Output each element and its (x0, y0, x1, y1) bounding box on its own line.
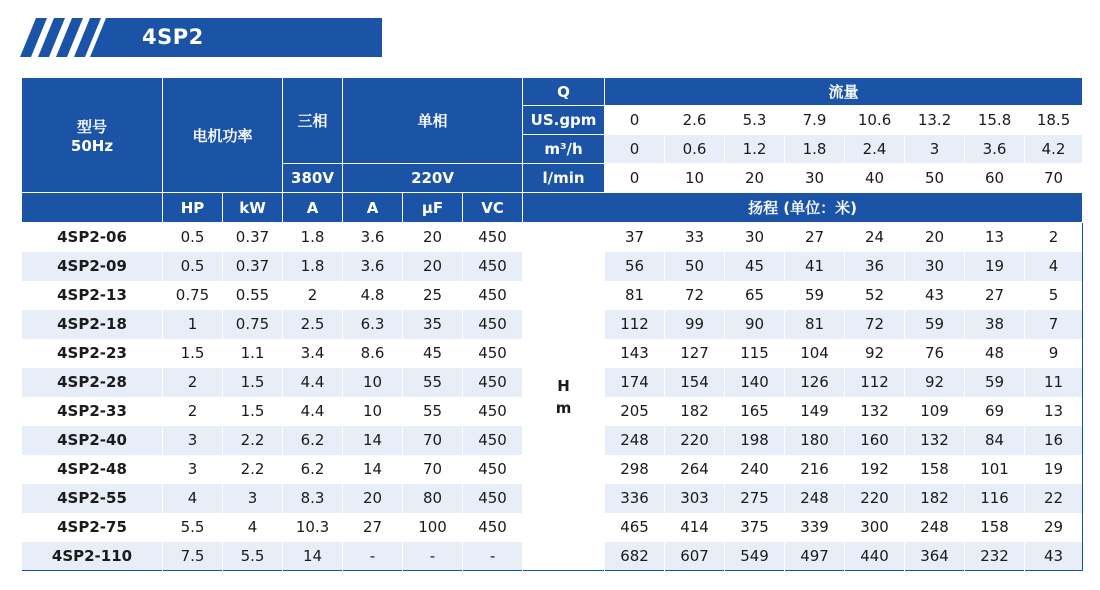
three-phase-header: 三相 (283, 78, 343, 164)
hp-cell: 2 (163, 397, 223, 426)
flow-lmin-cell: 30 (785, 164, 845, 193)
model-cell: 4SP2-28 (22, 368, 163, 397)
capacitance-cell: - (403, 542, 463, 571)
flow-m3h-cell: 0 (605, 135, 665, 164)
flow-lmin-cell: 20 (725, 164, 785, 193)
kw-cell: 4 (223, 513, 283, 542)
head-value-cell: 13 (965, 223, 1025, 252)
flow-m3h-cell: 3.6 (965, 135, 1025, 164)
subheader-capacitance: μF (403, 193, 463, 223)
head-value-cell: 5 (1025, 281, 1083, 310)
amps-three-cell: 4.4 (283, 397, 343, 426)
hp-cell: 0.5 (163, 223, 223, 252)
head-value-cell: 16 (1025, 426, 1083, 455)
model-cell: 4SP2-55 (22, 484, 163, 513)
head-value-cell: 339 (785, 513, 845, 542)
subheader-amps-three: A (283, 193, 343, 223)
capacitor-voltage-cell: 450 (463, 397, 523, 426)
flow-usgpm-cell: 18.5 (1025, 106, 1083, 135)
model-cell: 4SP2-40 (22, 426, 163, 455)
subheader-capacitor-voltage: VC (463, 193, 523, 223)
flow-m3h-cell: 0.6 (665, 135, 725, 164)
head-value-cell: 81 (605, 281, 665, 310)
model-cell: 4SP2-06 (22, 223, 163, 252)
amps-single-cell: 4.8 (343, 281, 403, 310)
head-value-cell: 248 (905, 513, 965, 542)
flow-m3h-cell: 1.8 (785, 135, 845, 164)
head-value-cell: 303 (665, 484, 725, 513)
head-value-cell: 36 (845, 252, 905, 281)
head-value-cell: 33 (665, 223, 725, 252)
head-value-cell: 364 (905, 542, 965, 571)
head-value-cell: 248 (605, 426, 665, 455)
head-value-cell: 220 (665, 426, 725, 455)
head-value-cell: 59 (785, 281, 845, 310)
kw-cell: 1.5 (223, 368, 283, 397)
capacitor-voltage-cell: 450 (463, 281, 523, 310)
head-value-cell: 19 (965, 252, 1025, 281)
head-value-cell: 440 (845, 542, 905, 571)
capacitor-voltage-cell: 450 (463, 310, 523, 339)
model-cell: 4SP2-23 (22, 339, 163, 368)
head-value-cell: 52 (845, 281, 905, 310)
head-value-cell: 158 (905, 455, 965, 484)
capacitance-cell: 70 (403, 455, 463, 484)
capacitance-cell: 55 (403, 397, 463, 426)
head-value-cell: 198 (725, 426, 785, 455)
hp-cell: 3 (163, 455, 223, 484)
head-value-cell: 607 (665, 542, 725, 571)
capacitor-voltage-cell: - (463, 542, 523, 571)
head-value-cell: 126 (785, 368, 845, 397)
head-value-cell: 104 (785, 339, 845, 368)
head-value-cell: 182 (665, 397, 725, 426)
unit-lmin: l/min (523, 164, 605, 193)
freq-label: 50Hz (70, 136, 114, 155)
amps-three-cell: 6.2 (283, 426, 343, 455)
amps-three-cell: 8.3 (283, 484, 343, 513)
head-value-cell: 192 (845, 455, 905, 484)
amps-single-cell: 14 (343, 426, 403, 455)
head-value-cell: 248 (785, 484, 845, 513)
flow-header: 流量 (605, 78, 1083, 106)
head-value-cell: 127 (665, 339, 725, 368)
hp-cell: 1 (163, 310, 223, 339)
kw-cell: 0.37 (223, 252, 283, 281)
single-phase-header: 单相 (343, 78, 523, 164)
flow-lmin-cell: 10 (665, 164, 725, 193)
head-value-cell: 59 (905, 310, 965, 339)
head-value-cell: 149 (785, 397, 845, 426)
head-value-cell: 465 (605, 513, 665, 542)
head-value-cell: 101 (965, 455, 1025, 484)
voltage-three-label: 380V (283, 164, 343, 193)
amps-single-cell: 6.3 (343, 310, 403, 339)
voltage-single-label: 220V (343, 164, 523, 193)
flow-lmin-cell: 50 (905, 164, 965, 193)
h-label: H (557, 376, 570, 395)
head-value-cell: 56 (605, 252, 665, 281)
amps-three-cell: 1.8 (283, 252, 343, 281)
model-cell: 4SP2-110 (22, 542, 163, 571)
flow-m3h-cell: 3 (905, 135, 965, 164)
capacitance-cell: 20 (403, 223, 463, 252)
amps-single-cell: - (343, 542, 403, 571)
kw-cell: 2.2 (223, 426, 283, 455)
head-value-cell: 264 (665, 455, 725, 484)
amps-three-cell: 14 (283, 542, 343, 571)
hp-cell: 4 (163, 484, 223, 513)
capacitor-voltage-cell: 450 (463, 455, 523, 484)
head-value-cell: 240 (725, 455, 785, 484)
hp-cell: 5.5 (163, 513, 223, 542)
head-value-cell: 143 (605, 339, 665, 368)
flow-usgpm-cell: 7.9 (785, 106, 845, 135)
head-value-cell: 414 (665, 513, 725, 542)
amps-three-cell: 4.4 (283, 368, 343, 397)
head-value-cell: 232 (965, 542, 1025, 571)
head-value-cell: 30 (725, 223, 785, 252)
head-value-cell: 375 (725, 513, 785, 542)
head-value-cell: 216 (785, 455, 845, 484)
head-value-cell: 112 (845, 368, 905, 397)
head-value-cell: 65 (725, 281, 785, 310)
flow-lmin-cell: 40 (845, 164, 905, 193)
amps-single-cell: 10 (343, 397, 403, 426)
unit-usgpm: US.gpm (523, 106, 605, 135)
flow-usgpm-cell: 2.6 (665, 106, 725, 135)
head-value-cell: 90 (725, 310, 785, 339)
amps-single-cell: 14 (343, 455, 403, 484)
kw-cell: 0.37 (223, 223, 283, 252)
amps-three-cell: 6.2 (283, 455, 343, 484)
head-value-cell: 298 (605, 455, 665, 484)
capacitor-voltage-cell: 450 (463, 484, 523, 513)
head-value-cell: 27 (785, 223, 845, 252)
head-value-cell: 220 (845, 484, 905, 513)
amps-single-cell: 8.6 (343, 339, 403, 368)
amps-three-cell: 1.8 (283, 223, 343, 252)
head-value-cell: 116 (965, 484, 1025, 513)
capacitor-voltage-cell: 450 (463, 368, 523, 397)
head-value-cell: 132 (845, 397, 905, 426)
model-cell: 4SP2-48 (22, 455, 163, 484)
amps-three-cell: 10.3 (283, 513, 343, 542)
model-cell: 4SP2-33 (22, 397, 163, 426)
flow-lmin-cell: 60 (965, 164, 1025, 193)
model-cell: 4SP2-09 (22, 252, 163, 281)
head-value-cell: 275 (725, 484, 785, 513)
head-value-cell: 41 (785, 252, 845, 281)
m-label: m (555, 398, 572, 417)
head-value-cell: 50 (665, 252, 725, 281)
capacitance-cell: 45 (403, 339, 463, 368)
head-value-cell: 69 (965, 397, 1025, 426)
capacitance-cell: 100 (403, 513, 463, 542)
subheader-kw: kW (223, 193, 283, 223)
head-value-cell: 72 (845, 310, 905, 339)
kw-cell: 3 (223, 484, 283, 513)
head-value-cell: 174 (605, 368, 665, 397)
table-row (22, 223, 1083, 252)
head-value-cell: 112 (605, 310, 665, 339)
kw-cell: 1.5 (223, 397, 283, 426)
head-value-cell: 109 (905, 397, 965, 426)
hp-cell: 1.5 (163, 339, 223, 368)
head-value-cell: 497 (785, 542, 845, 571)
head-value-cell: 2 (1025, 223, 1083, 252)
head-value-cell: 180 (785, 426, 845, 455)
head-value-cell: 132 (905, 426, 965, 455)
kw-cell: 1.1 (223, 339, 283, 368)
head-value-cell: 99 (665, 310, 725, 339)
head-value-cell: 30 (905, 252, 965, 281)
title-banner (20, 18, 382, 57)
head-value-cell: 13 (1025, 397, 1083, 426)
head-value-cell: 19 (1025, 455, 1083, 484)
head-value-cell: 549 (725, 542, 785, 571)
head-value-cell: 336 (605, 484, 665, 513)
amps-three-cell: 2 (283, 281, 343, 310)
hp-cell: 7.5 (163, 542, 223, 571)
head-value-cell: 682 (605, 542, 665, 571)
head-value-cell: 182 (905, 484, 965, 513)
capacitance-cell: 80 (403, 484, 463, 513)
amps-single-cell: 20 (343, 484, 403, 513)
amps-single-cell: 27 (343, 513, 403, 542)
flow-m3h-cell: 2.4 (845, 135, 905, 164)
capacitor-voltage-cell: 450 (463, 339, 523, 368)
head-value-cell: 43 (1025, 542, 1083, 571)
flow-usgpm-cell: 5.3 (725, 106, 785, 135)
flow-usgpm-cell: 13.2 (905, 106, 965, 135)
head-value-cell: 115 (725, 339, 785, 368)
kw-cell: 2.2 (223, 455, 283, 484)
kw-cell: 0.75 (223, 310, 283, 339)
model-cell: 4SP2-75 (22, 513, 163, 542)
unit-m3h: m³/h (523, 135, 605, 164)
flow-lmin-cell: 70 (1025, 164, 1083, 193)
head-value-cell: 43 (905, 281, 965, 310)
head-value-cell: 59 (965, 368, 1025, 397)
hp-cell: 0.5 (163, 252, 223, 281)
q-label: Q (523, 78, 605, 106)
head-value-cell: 45 (725, 252, 785, 281)
spec-table (21, 77, 1083, 571)
amps-single-cell: 3.6 (343, 252, 403, 281)
head-value-cell: 300 (845, 513, 905, 542)
capacitance-cell: 25 (403, 281, 463, 310)
head-value-cell: 165 (725, 397, 785, 426)
head-value-cell: 72 (665, 281, 725, 310)
kw-cell: 0.55 (223, 281, 283, 310)
flow-usgpm-cell: 0 (605, 106, 665, 135)
capacitance-cell: 20 (403, 252, 463, 281)
capacitor-voltage-cell: 450 (463, 252, 523, 281)
capacitance-cell: 70 (403, 426, 463, 455)
kw-cell: 5.5 (223, 542, 283, 571)
amps-three-cell: 2.5 (283, 310, 343, 339)
model-cell: 4SP2-18 (22, 310, 163, 339)
page-title: 4SP2 (142, 25, 204, 49)
model-cell: 4SP2-13 (22, 281, 163, 310)
head-value-cell: 38 (965, 310, 1025, 339)
data-rows (22, 223, 1083, 571)
head-value-cell: 92 (845, 339, 905, 368)
amps-three-cell: 3.4 (283, 339, 343, 368)
head-value-cell: 76 (905, 339, 965, 368)
flow-m3h-cell: 4.2 (1025, 135, 1083, 164)
head-value-cell: 27 (965, 281, 1025, 310)
amps-single-cell: 10 (343, 368, 403, 397)
head-value-cell: 20 (905, 223, 965, 252)
head-value-cell: 160 (845, 426, 905, 455)
head-value-cell: 37 (605, 223, 665, 252)
flow-usgpm-cell: 15.8 (965, 106, 1025, 135)
head-value-cell: 205 (605, 397, 665, 426)
power-header: 电机功率 (163, 78, 283, 193)
head-value-cell: 11 (1025, 368, 1083, 397)
head-unit-label (523, 223, 605, 571)
head-value-cell: 158 (965, 513, 1025, 542)
capacitance-cell: 55 (403, 368, 463, 397)
subheader-blank (22, 193, 163, 223)
flow-usgpm-cell: 10.6 (845, 106, 905, 135)
hp-cell: 3 (163, 426, 223, 455)
head-value-cell: 29 (1025, 513, 1083, 542)
head-value-cell: 48 (965, 339, 1025, 368)
model-label: 型号 (76, 117, 107, 136)
head-value-cell: 22 (1025, 484, 1083, 513)
subheader-hp: HP (163, 193, 223, 223)
head-value-cell: 81 (785, 310, 845, 339)
hp-cell: 2 (163, 368, 223, 397)
flow-m3h-cell: 1.2 (725, 135, 785, 164)
capacitor-voltage-cell: 450 (463, 223, 523, 252)
head-value-cell: 24 (845, 223, 905, 252)
head-value-cell: 92 (905, 368, 965, 397)
capacitor-voltage-cell: 450 (463, 426, 523, 455)
head-header: 扬程 (单位：米) (523, 193, 1083, 223)
hp-cell: 0.75 (163, 281, 223, 310)
flow-lmin-cell: 0 (605, 164, 665, 193)
capacitor-voltage-cell: 450 (463, 513, 523, 542)
subheader-amps-single: A (343, 193, 403, 223)
head-value-cell: 9 (1025, 339, 1083, 368)
model-header (22, 78, 163, 193)
head-value-cell: 140 (725, 368, 785, 397)
head-value-cell: 4 (1025, 252, 1083, 281)
head-value-cell: 7 (1025, 310, 1083, 339)
amps-single-cell: 3.6 (343, 223, 403, 252)
head-value-cell: 154 (665, 368, 725, 397)
capacitance-cell: 35 (403, 310, 463, 339)
head-value-cell: 84 (965, 426, 1025, 455)
